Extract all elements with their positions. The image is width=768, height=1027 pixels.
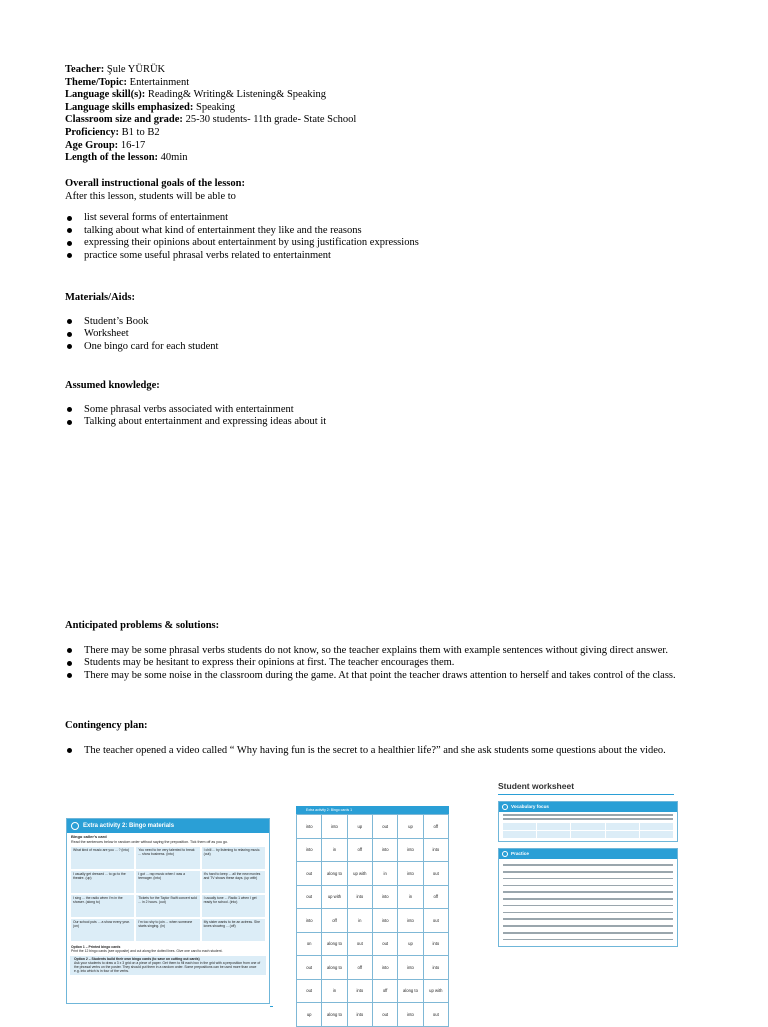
question-line bbox=[503, 878, 673, 880]
bingo-materials-header bbox=[67, 819, 269, 833]
contingency-section bbox=[65, 720, 666, 757]
caller-cell: Our school puts ... a show every year. (on) bbox=[70, 918, 135, 942]
info-row bbox=[65, 140, 356, 153]
bingo-cards-table bbox=[296, 814, 449, 1027]
list-item: Some phrasal verbs associated with entertainment bbox=[65, 404, 326, 417]
bingo-cell: up with bbox=[423, 979, 448, 1003]
option1-title: Option 1 – Printed bingo cards bbox=[71, 945, 121, 949]
bingo-cell: out bbox=[297, 979, 322, 1003]
question-line bbox=[503, 891, 673, 893]
caller-card bbox=[67, 833, 269, 844]
bingo-cell: on bbox=[297, 932, 322, 956]
vocab-title: Vocabulary focus bbox=[511, 804, 549, 809]
knowledge-title: Assumed knowledge: bbox=[65, 380, 160, 391]
bingo-cell: off bbox=[322, 909, 347, 933]
caller-cell: I usually tune ... Radio 1 when I get ready for school. (into) bbox=[201, 894, 266, 918]
info-row bbox=[65, 64, 356, 77]
bingo-cell: into bbox=[297, 838, 322, 862]
option1 bbox=[67, 944, 269, 955]
option2 bbox=[70, 956, 266, 975]
bingo-cell: into bbox=[347, 1003, 372, 1027]
bingo-cell: into bbox=[423, 932, 448, 956]
list-item: list several forms of entertainment bbox=[65, 212, 419, 225]
bingo-materials-thumbnail bbox=[66, 818, 270, 1004]
bingo-cell: into bbox=[398, 909, 423, 933]
info-value: Entertainment bbox=[129, 76, 190, 88]
bingo-cell: off bbox=[423, 885, 448, 909]
table-row bbox=[297, 956, 449, 980]
bingo-cell: out bbox=[423, 1003, 448, 1027]
bingo-cell: out bbox=[423, 862, 448, 886]
info-label: Proficiency: bbox=[65, 126, 120, 138]
bingo-cell: in bbox=[398, 885, 423, 909]
bingo-cell: along to bbox=[322, 1003, 347, 1027]
bingo-cell: off bbox=[347, 838, 372, 862]
list-item: There may be some noise in the classroom during the game. At that point the teacher draws attention to herself and takes control of the class. bbox=[65, 670, 676, 683]
knowledge-list bbox=[65, 404, 326, 429]
bingo-cell: into bbox=[372, 838, 397, 862]
table-row bbox=[297, 1003, 449, 1027]
bingo-cell: along to bbox=[398, 979, 423, 1003]
word-chip bbox=[503, 823, 536, 830]
divider bbox=[498, 794, 674, 795]
info-row bbox=[65, 114, 356, 127]
bingo-cell: out bbox=[423, 909, 448, 933]
lesson-info bbox=[65, 64, 356, 165]
info-value: B1 to B2 bbox=[121, 126, 160, 138]
bingo-cell: off bbox=[372, 979, 397, 1003]
bingo-cell: into bbox=[372, 885, 397, 909]
question-line bbox=[503, 871, 673, 873]
bingo-cell: out bbox=[372, 932, 397, 956]
bingo-cell: up bbox=[398, 815, 423, 839]
caller-cell: It's hard to keep ... all the new movies and TV shows these days. (up with) bbox=[201, 870, 266, 894]
bingo-cell: into bbox=[347, 979, 372, 1003]
info-row bbox=[65, 127, 356, 140]
caller-text: Read the sentences below in random order without saying the preposition. Tick them off as you go. bbox=[71, 839, 228, 844]
bingo-cell: into bbox=[347, 885, 372, 909]
info-row bbox=[65, 152, 356, 165]
goals-title: Overall instructional goals of the lesson: bbox=[65, 178, 245, 189]
vocab-box bbox=[498, 801, 678, 842]
question-line bbox=[503, 864, 673, 866]
materials-list bbox=[65, 316, 218, 354]
bingo-cell: out bbox=[297, 956, 322, 980]
table-row bbox=[297, 885, 449, 909]
caller-cell: I usually get dressed ... to go to the theatre. (up) bbox=[70, 870, 135, 894]
info-value: Reading& Writing& Listening& Speaking bbox=[147, 89, 327, 101]
question-line bbox=[503, 939, 673, 941]
activity-icon bbox=[71, 822, 79, 830]
list-item: There may be some phrasal verbs students do not know, so the teacher explains them with example sentences without giving direct answer. bbox=[65, 645, 676, 658]
list-item: talking about what kind of entertainment they like and the reasons bbox=[65, 225, 419, 238]
table-row bbox=[297, 932, 449, 956]
bingo-cell: into bbox=[297, 909, 322, 933]
list-item: Worksheet bbox=[65, 328, 218, 341]
worksheet-thumbnail bbox=[498, 780, 678, 1002]
caller-cell: Tickets for the Taylor Swift concert sold ... in 2 hours. (out) bbox=[135, 894, 200, 918]
list-item: Students may be hesitant to express their opinions at first. The teacher encourages them. bbox=[65, 657, 676, 670]
info-value: 40min bbox=[160, 152, 188, 164]
caller-cell: What kind of music are you ... ? (into) bbox=[70, 846, 135, 870]
list-item: Student’s Book bbox=[65, 316, 218, 329]
practice-box bbox=[498, 848, 678, 947]
bingo-cell: in bbox=[322, 979, 347, 1003]
info-label: Theme/Topic: bbox=[65, 76, 128, 88]
caller-cell: I'm too shy to join ... when someone starts singing. (in) bbox=[135, 918, 200, 942]
bingo-cell: in bbox=[322, 838, 347, 862]
info-label: Teacher: bbox=[65, 64, 105, 75]
question-line bbox=[503, 932, 673, 934]
info-value: 25-30 students- 11th grade- State School bbox=[185, 114, 357, 126]
bingo-cell: off bbox=[423, 815, 448, 839]
knowledge-section bbox=[65, 380, 326, 429]
word-chip bbox=[537, 823, 570, 830]
materials-title: Materials/Aids: bbox=[65, 292, 135, 303]
bingo-cell: out bbox=[347, 932, 372, 956]
question-line bbox=[503, 918, 673, 920]
caller-cell: You need to be very talented to break ... show business. (into) bbox=[135, 846, 200, 870]
contingency-list bbox=[65, 745, 666, 758]
question-line bbox=[503, 885, 673, 887]
bingo-cell: out bbox=[297, 862, 322, 886]
table-row bbox=[297, 909, 449, 933]
table-row bbox=[297, 815, 449, 839]
word-chip bbox=[606, 831, 639, 838]
practice-header bbox=[499, 849, 677, 859]
text-line bbox=[503, 818, 673, 820]
word-chip bbox=[571, 831, 604, 838]
question-line bbox=[503, 898, 673, 900]
question-line bbox=[503, 905, 673, 907]
bingo-cell: out bbox=[297, 885, 322, 909]
word-chip bbox=[640, 831, 673, 838]
activity-icon bbox=[502, 851, 508, 857]
info-value: Şule YÜRÜK bbox=[106, 64, 166, 75]
goals-section bbox=[65, 178, 419, 263]
bingo-cell: along to bbox=[322, 956, 347, 980]
caller-title: Bingo caller's card bbox=[71, 834, 107, 839]
bingo-cell: into bbox=[372, 956, 397, 980]
info-label: Age Group: bbox=[65, 139, 119, 151]
option2-text: Ask your students to draw a 3 x 3 grid on a piece of paper. Get them to fill each box in the grid with a preposition from one of the phrasal verbs on the poster. They should put them in a random order. Some prepositions can be used more than once e.g. into which is in four of the verbs. bbox=[74, 960, 261, 974]
bingo-cell: along to bbox=[322, 932, 347, 956]
caller-cell: I sing ... the radio when I'm in the shower. (along to) bbox=[70, 894, 135, 918]
info-value: 16-17 bbox=[120, 139, 146, 151]
info-label: Length of the lesson: bbox=[65, 152, 159, 164]
problems-title: Anticipated problems & solutions: bbox=[65, 620, 220, 631]
word-chips bbox=[503, 823, 673, 838]
page-mark bbox=[270, 1006, 273, 1007]
goals-list bbox=[65, 212, 419, 262]
bingo-cards-header: Extra activity 2: Bingo cards 1 bbox=[296, 806, 449, 814]
caller-cell: My sister wants to be an actress. She loves showing ... (off) bbox=[201, 918, 266, 942]
table-row bbox=[297, 862, 449, 886]
bingo-cell: along to bbox=[322, 862, 347, 886]
activity-icon bbox=[502, 804, 508, 810]
caller-grid bbox=[70, 846, 266, 942]
bingo-cell: up with bbox=[347, 862, 372, 886]
bingo-cell: into bbox=[297, 815, 322, 839]
bingo-materials-title: Extra activity 2: Bingo materials bbox=[83, 823, 175, 829]
bingo-cell: into bbox=[423, 956, 448, 980]
list-item: practice some useful phrasal verbs related to entertainment bbox=[65, 250, 419, 263]
bingo-cell: in bbox=[372, 862, 397, 886]
bingo-cell: into bbox=[398, 838, 423, 862]
list-item: Talking about entertainment and expressing ideas about it bbox=[65, 416, 326, 429]
bingo-cell: up bbox=[347, 815, 372, 839]
info-row bbox=[65, 89, 356, 102]
word-chip bbox=[571, 823, 604, 830]
contingency-title: Contingency plan: bbox=[65, 720, 148, 731]
option1-text: Print the 12 bingo cards (see opposite) and cut along the dotted lines. Give one card to each student. bbox=[71, 949, 223, 954]
list-item: The teacher opened a video called “ Why having fun is the secret to a healthier life?” and she ask students some questions about the video. bbox=[65, 745, 666, 758]
list-item: One bingo card for each student bbox=[65, 341, 218, 354]
bingo-cell: up bbox=[297, 1003, 322, 1027]
problems-list bbox=[65, 645, 676, 683]
bingo-cell: off bbox=[347, 956, 372, 980]
bingo-cell: into bbox=[322, 815, 347, 839]
bingo-cell: into bbox=[372, 909, 397, 933]
list-item: expressing their opinions about entertainment by using justification expressions bbox=[65, 237, 419, 250]
info-value: Speaking bbox=[195, 101, 236, 113]
word-chip bbox=[537, 831, 570, 838]
bingo-cards-thumbnail bbox=[296, 806, 449, 1017]
info-row bbox=[65, 77, 356, 90]
text-line bbox=[503, 814, 673, 816]
bingo-cell: up bbox=[398, 932, 423, 956]
bingo-cell: out bbox=[372, 1003, 397, 1027]
caller-cell: I chill ... by listening to relaxing music. (out) bbox=[201, 846, 266, 870]
caller-cell: I got ... rap music when I was a teenager. (into) bbox=[135, 870, 200, 894]
bingo-cell: out bbox=[372, 815, 397, 839]
info-row bbox=[65, 102, 356, 115]
option2-title: Option 2 – Students build their own bingo cards (to save on cutting out cards) bbox=[74, 956, 200, 961]
materials-section bbox=[65, 292, 218, 353]
info-label: Language skill(s): bbox=[65, 89, 146, 101]
goals-intro: After this lesson, students will be able to bbox=[65, 190, 236, 202]
info-label: Language skills emphasized: bbox=[65, 101, 194, 113]
worksheet-title: Student worksheet bbox=[498, 781, 575, 791]
word-chip bbox=[606, 823, 639, 830]
question-line bbox=[503, 912, 673, 914]
bingo-cell: into bbox=[398, 1003, 423, 1027]
bingo-cell: up with bbox=[322, 885, 347, 909]
bingo-cell: into bbox=[398, 956, 423, 980]
word-chip bbox=[503, 831, 536, 838]
problems-section bbox=[65, 620, 676, 682]
bingo-cell: into bbox=[423, 838, 448, 862]
table-row bbox=[297, 838, 449, 862]
practice-title: Practice bbox=[511, 850, 529, 856]
question-line bbox=[503, 925, 673, 927]
vocab-header bbox=[499, 802, 677, 812]
info-label: Classroom size and grade: bbox=[65, 114, 183, 126]
bingo-cell: in bbox=[347, 909, 372, 933]
bingo-cell: into bbox=[398, 862, 423, 886]
table-row bbox=[297, 979, 449, 1003]
word-chip bbox=[640, 823, 673, 830]
